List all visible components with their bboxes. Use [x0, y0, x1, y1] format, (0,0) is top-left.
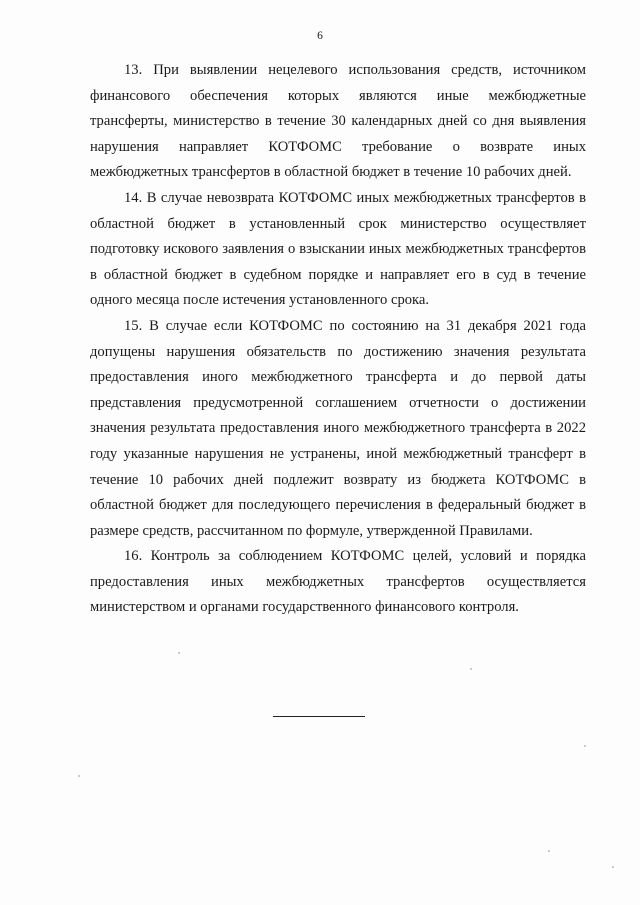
paragraph-14: 14. В случае невозврата КОТФОМС иных межбюджетных трансфертов в областной бюджет в установленный срок министерство осуществляет подготовку искового заявления о взыскании иных межбюджетных трансфертов в областной бюджет в судебном порядке и направляет его в суд в течение одного месяца после истечения установленного срока. — [90, 189, 586, 309]
document-body — [90, 58, 586, 621]
paragraph-16: 16. Контроль за соблюдением КОТФОМС целей, условий и порядка предоставления иных межбюджетных трансфертов осуществляется министерством и органами государственного финансового контроля. — [90, 548, 586, 616]
end-of-text-rule — [273, 716, 365, 717]
paragraph-13: 13. При выявлении нецелевого использования средств, источником финансового обеспечения которых являются иные межбюджетные трансферты, министерство в течение 30 календарных дней со дня выявления нарушения направляет КОТФОМС требование о возврате иных межбюджетных трансфертов в областной бюджет в течение 10 рабочих дней. — [90, 62, 586, 181]
scan-speck — [78, 775, 80, 777]
page-number: 6 — [317, 30, 323, 42]
scan-speck — [548, 850, 550, 852]
scan-speck — [470, 668, 472, 670]
scan-speck — [178, 652, 180, 654]
scan-speck — [612, 866, 614, 868]
scan-speck — [584, 745, 586, 747]
paragraph-15: 15. В случае если КОТФОМС по состоянию на 31 декабря 2021 года допущены нарушения обязательств по достижению значения результата предоставления иного межбюджетного трансферта и до первой даты представления предусмотренной соглашением отчетности о достижении значения результата предоставления иного межбюджетного трансферта в 2022 году указанные нарушения не устранены, иной межбюджетный трансферт в течение 10 рабочих дней подлежит возврату из бюджета КОТФОМС в областной бюджет для последующего перечисления в федеральный бюджет в размере средств, рассчитанном по формуле, утвержденной Правилами. — [90, 317, 586, 539]
